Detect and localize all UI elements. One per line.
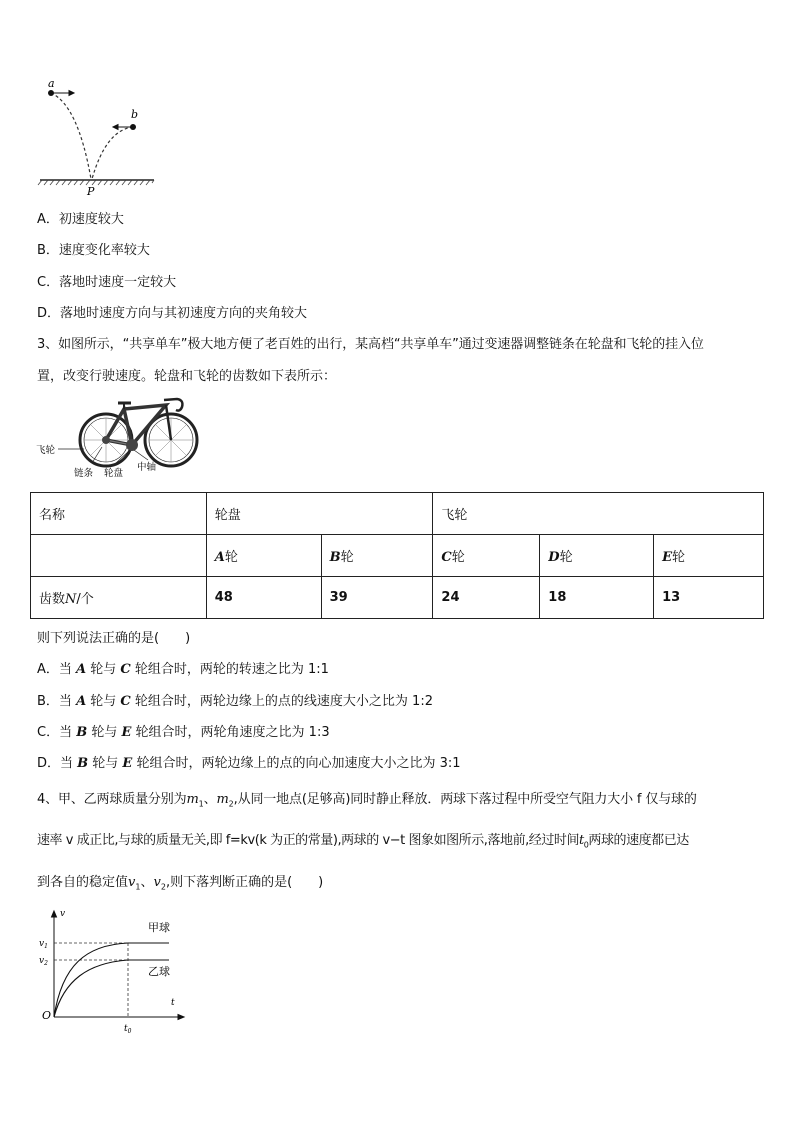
header-chainring: 轮盘 <box>206 493 433 535</box>
q4-stem-line3: 到各自的稳定值$v_1$、$v_2$,则下落判断正确的是( ) <box>37 875 324 892</box>
table-cell-teeth-a: 48 <box>206 577 321 619</box>
tick-label-v1: $v_1$ <box>39 939 48 950</box>
bicycle-figure <box>36 390 206 482</box>
q3-option-c: C．当 B 轮与 E 轮组合时，两轮角速度之比为 1:3 <box>37 725 330 740</box>
header-flywheel: 飞轮 <box>433 493 764 535</box>
table-cell-teeth-label: 齿数N/个 <box>31 577 207 619</box>
table-cell-wheel-d: D轮 <box>540 535 654 577</box>
ball-a <box>48 90 54 96</box>
table-cell-teeth-b: 39 <box>321 577 433 619</box>
table-cell-teeth-c: 24 <box>433 577 540 619</box>
ground <box>38 180 154 185</box>
q2-option-c: C．落地时速度一定较大 <box>37 275 177 290</box>
q2-option-a: A．初速度较大 <box>37 212 124 227</box>
bike-label-axle: 中轴 <box>137 462 157 473</box>
legend-yi: 乙球 <box>148 965 170 978</box>
label-p: P <box>87 185 95 198</box>
table-cell-wheel-a: A轮 <box>206 535 321 577</box>
axis-label-t: t <box>171 998 175 1008</box>
bike-label-chain: 链条 <box>74 468 94 479</box>
q2-option-d: D．落地时速度方向与其初速度方向的夹角较大 <box>37 306 308 321</box>
q3-option-b: B．当 A 轮与 C 轮组合时，两轮边缘上的点的线速度大小之比为 1:2 <box>37 694 433 709</box>
q4-stem-line1: 4、甲、乙两球质量分别为$m_1$、$m_2$,从同一地点(足够高)同时静止释放．两球下落过程中所受空气阻力大小 f 仅与球的 <box>37 792 697 809</box>
table-cell-wheel-c: C轮 <box>433 535 540 577</box>
tick-label-t0: $t_0$ <box>124 1024 132 1035</box>
table-teeth-row <box>31 577 764 619</box>
label-b: b <box>131 108 139 121</box>
velocity-arrow-a <box>54 91 74 96</box>
series-jia-curve <box>54 943 169 1017</box>
label-a: a <box>48 77 55 90</box>
trajectory-a <box>51 93 91 179</box>
table-header-row <box>31 493 764 535</box>
header-name: 名称 <box>31 493 207 535</box>
legend-jia: 甲球 <box>148 921 170 934</box>
q3-stem-line1: 3、如图所示，“共享单车”极大地方便了老百姓的出行，某高档“共享单车”通过变速器调整链条在轮盘和飞轮的挂入位 <box>37 337 704 352</box>
q3-option-d: D．当 B 轮与 E 轮组合时，两轮边缘上的点的向心加速度大小之比为 3:1 <box>37 756 461 771</box>
q4-stem-line2: 速率 v 成正比,与球的质量无关,即 f=kv(k 为正的常量),两球的 v−t 图象如图所示,落地前,经过时间$t_0$两球的速度都已达 <box>37 833 689 850</box>
tick-label-v2: $v_2$ <box>39 956 48 967</box>
q3-prompt: 则下列说法正确的是( ) <box>37 631 191 646</box>
bike-label-flywheel: 飞轮 <box>36 445 56 456</box>
table-cell-empty <box>31 535 207 577</box>
table-cell-wheel-b: B轮 <box>321 535 433 577</box>
q3-option-a: A．当 A 轮与 C 轮组合时，两轮的转速之比为 1:1 <box>37 662 329 677</box>
trajectory-b <box>92 127 133 179</box>
q3-stem-line2: 置，改变行驶速度。轮盘和飞轮的齿数如下表所示： <box>37 369 337 384</box>
table-cell-wheel-e: E轮 <box>654 535 764 577</box>
table-wheel-row <box>31 535 764 577</box>
ball-b <box>130 124 136 130</box>
origin-label: O <box>42 1009 52 1022</box>
table-cell-teeth-e: 13 <box>654 577 764 619</box>
vt-chart <box>36 905 196 1040</box>
q2-option-b: B．速度变化率较大 <box>37 243 150 258</box>
axis-label-v: v <box>60 909 66 919</box>
bike-label-chainring: 轮盘 <box>104 468 124 479</box>
projectile-figure <box>36 75 161 200</box>
gear-teeth-table <box>30 492 764 619</box>
table-cell-teeth-d: 18 <box>540 577 654 619</box>
